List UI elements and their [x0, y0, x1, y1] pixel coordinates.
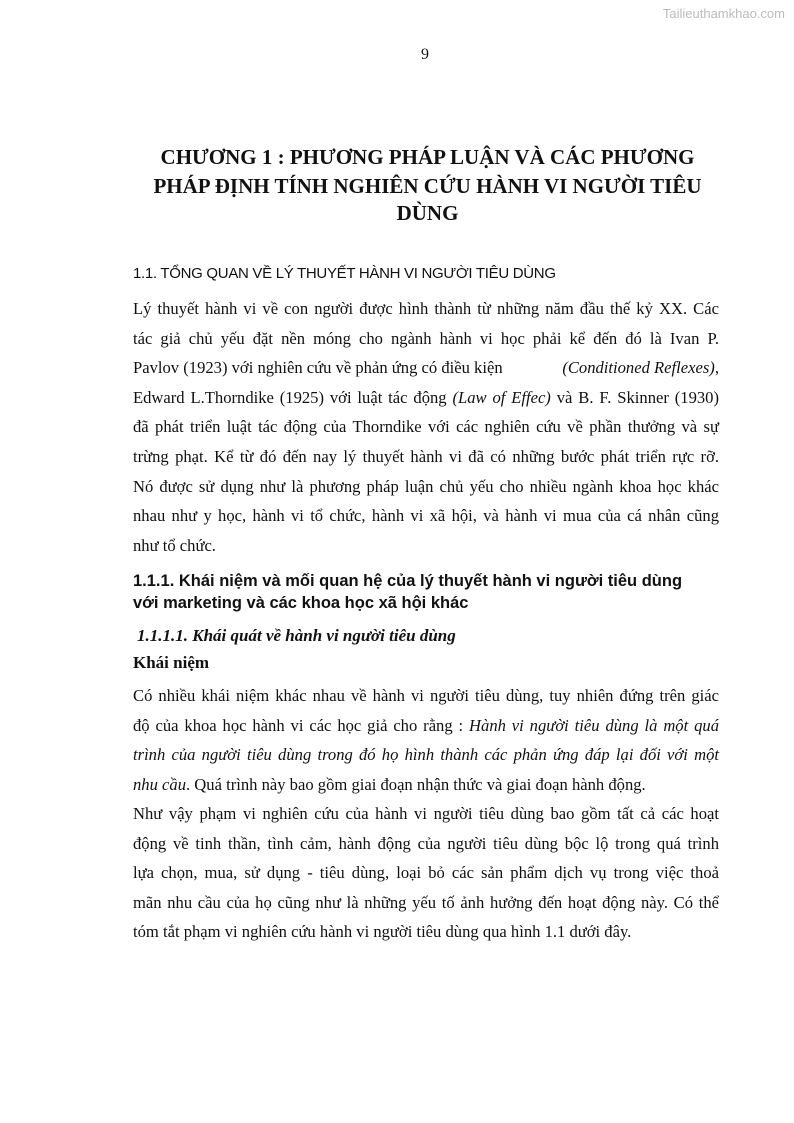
text-line: Có nhiều khái niệm khác nhau về hành vi người tiêu dùng, tuy nhiên đứng trên giác: [133, 686, 719, 705]
text-line: tác giả chủ yếu đặt nền móng cho ngành hành vi học phải kể đến đó là Ivan P.: [133, 328, 719, 348]
text-line: như tổ chức.: [133, 535, 216, 555]
paragraph-intro: [133, 294, 719, 560]
chapter-title-line: PHÁP ĐỊNH TÍNH NGHIÊN CỨU HÀNH VI NGƯỜI TIÊU: [153, 174, 702, 198]
text-line: [133, 740, 719, 770]
chapter-title-line: CHƯƠNG 1 : PHƯƠNG PHÁP LUẬN VÀ CÁC PHƯƠNG: [160, 145, 695, 169]
text-line: [133, 383, 719, 413]
paragraph-scope: [133, 799, 719, 947]
section-heading-1-1-1: [133, 570, 723, 614]
italic-term: (Law of Effec): [452, 387, 551, 407]
text-line: [133, 711, 719, 741]
text-segment: Pavlov (1923) với nghiên cứu về phản ứng có điều kiện: [133, 358, 503, 378]
text-segment: ,: [714, 358, 719, 378]
text-segment: Edward L.Thorndike (1925) với luật tác động: [133, 387, 453, 407]
paragraph-definition: [133, 681, 719, 799]
text-segment: độ của khoa học hành vi các học giả cho rằng :: [133, 715, 470, 735]
section-heading-1-1-1-1: 1.1.1.1. Khái quát về hành vi người tiêu dùng: [137, 626, 456, 645]
text-line: động về tinh thần, tình cảm, hành động của người tiêu dùng bộc lộ trong quá trình: [133, 833, 719, 853]
chapter-title: [140, 143, 715, 225]
text-line: tóm tắt phạm vi nghiên cứu hành vi người tiêu dùng qua hình 1.1 dưới đây.: [133, 922, 632, 942]
heading-line: 1.1.1. Khái niệm và mối quan hệ của lý thuyết hành vi người tiêu dùng: [133, 572, 683, 590]
italic-definition: trình của người tiêu dùng trong đó họ hình thành các phản ứng đáp lại đối với một: [133, 745, 719, 765]
text-segment: và B. F. Skinner (1930): [550, 387, 719, 407]
text-line: Như vậy phạm vi nghiên cứu của hành vi người tiêu dùng bao gồm tất cả các hoạt: [133, 804, 719, 823]
watermark: Tailieuthamkhao.com: [662, 6, 785, 21]
text-line: lựa chọn, mua, sử dụng - tiêu dùng, loại bỏ các sản phẩm dịch vụ trong việc thoả: [133, 863, 719, 883]
text-segment: . Quá trình này bao gồm giai đoạn nhận thức và giai đoạn hành động.: [186, 774, 646, 794]
subheading-khai-niem: Khái niệm: [133, 653, 210, 672]
text-line: trừng phạt. Kể từ đó đến nay lý thuyết hành vi đã có những bước phát triển rực rỡ.: [133, 446, 719, 466]
text-line: nhau như y học, hành vi tổ chức, hành vi xã hội, và hành vi mua của cá nhân cũng: [133, 506, 719, 526]
text-line: đã phát triển luật tác động của Thorndike với các nghiên cứu về phần thưởng và sự: [133, 417, 719, 437]
page-number: 9: [421, 46, 429, 63]
heading-line: với marketing và các khoa học xã hội khác: [133, 594, 469, 612]
text-line: [133, 770, 719, 800]
chapter-title-line: DÙNG: [396, 201, 459, 225]
italic-term: (Conditioned Reflexes): [562, 358, 715, 378]
section-heading-1-1: 1.1. TỔNG QUAN VỀ LÝ THUYẾT HÀNH VI NGƯỜI TIÊU DÙNG: [133, 265, 556, 282]
italic-definition: nhu cầu: [133, 774, 186, 794]
text-line: Lý thuyết hành vi về con người được hình thành từ những năm đầu thế kỷ XX. Các: [133, 299, 719, 318]
text-line: mãn nhu cầu của họ cũng như là những yếu tố ảnh hưởng đến hoạt động này. Có thể: [133, 892, 719, 912]
text-line: Nó được sử dụng như là phương pháp luận chủ yếu cho nhiều ngành khoa học khác: [133, 476, 719, 496]
text-line: [133, 353, 719, 383]
italic-definition: Hành vi người tiêu dùng là một quá: [469, 715, 719, 735]
